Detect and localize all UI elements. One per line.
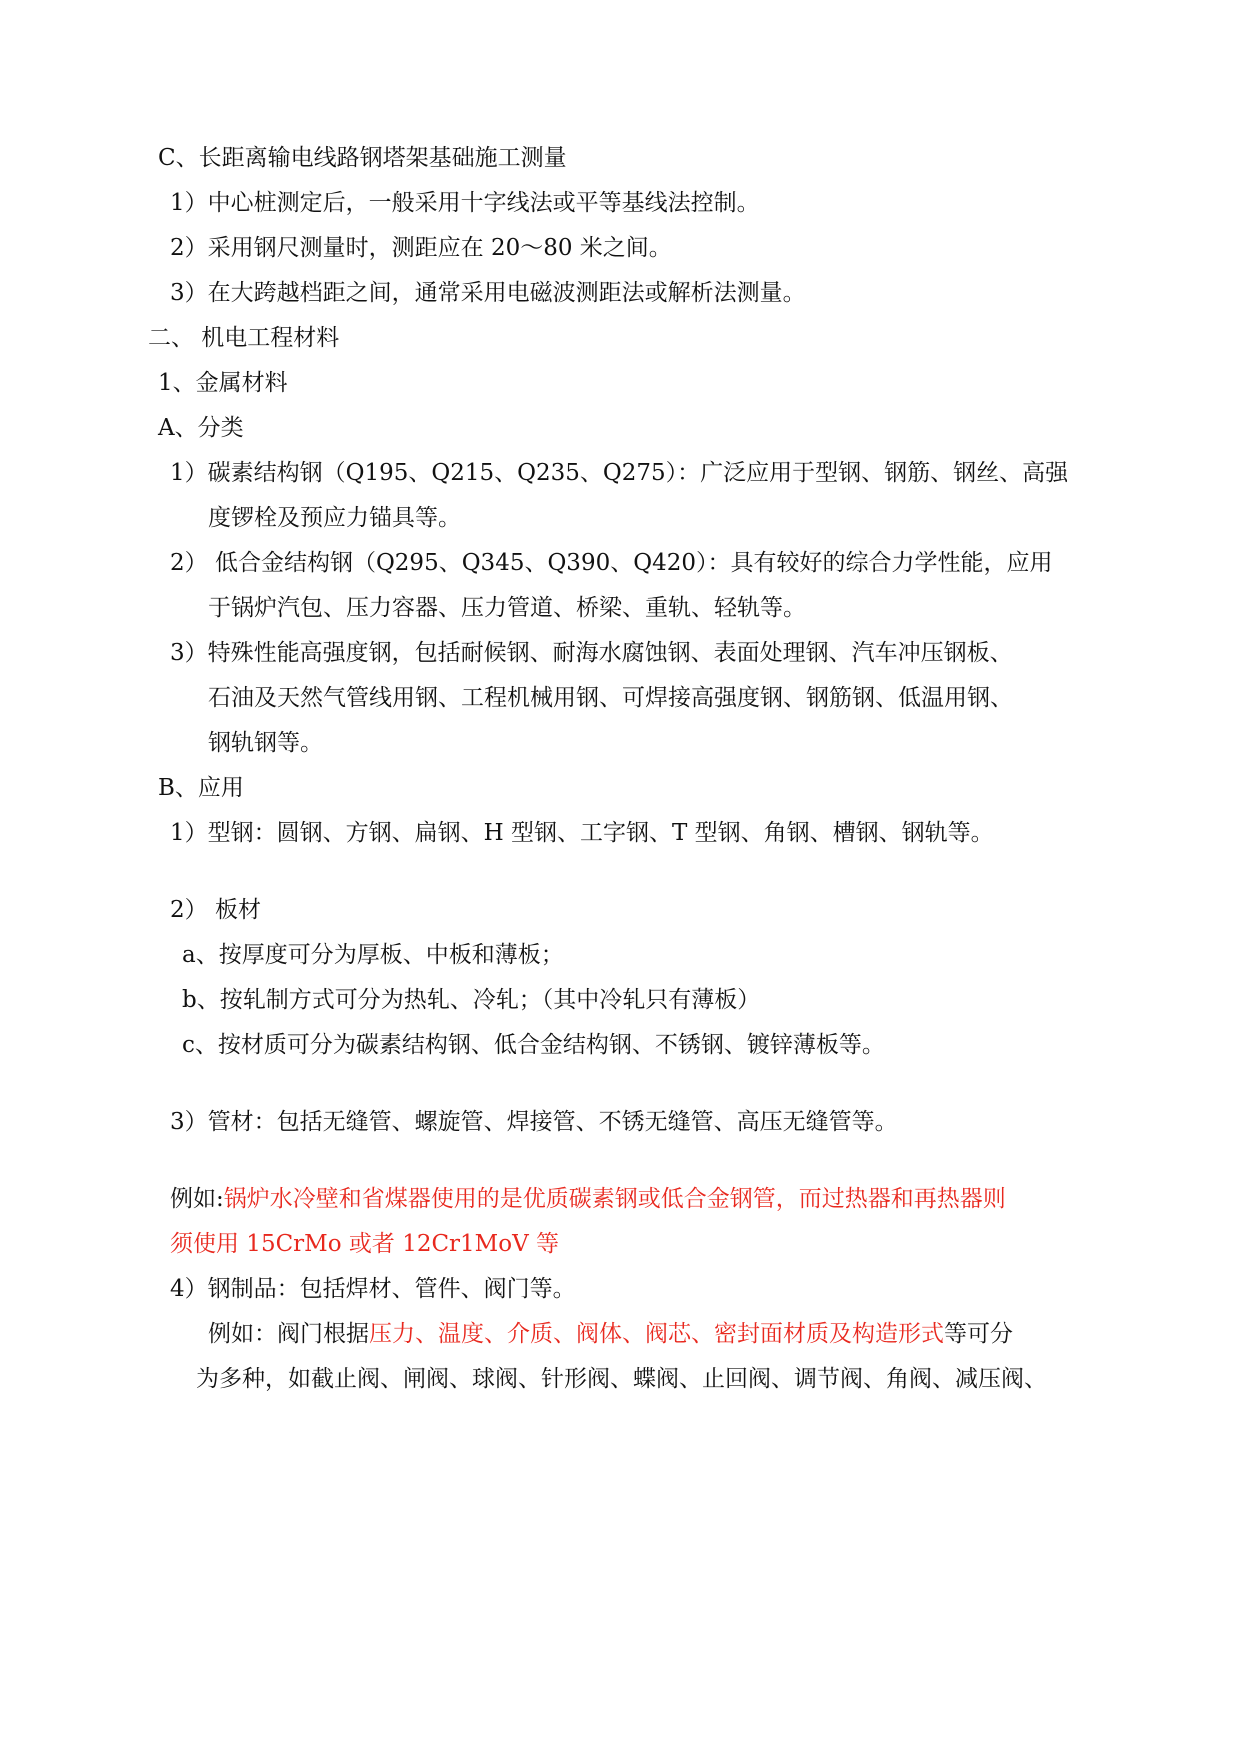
sub-list-item: a、按厚度可分为厚板、中板和薄板；: [182, 942, 564, 968]
subsection-heading: 1、金属材料: [158, 370, 288, 396]
list-item: 4）钢制品：包括焊材、管件、阀门等。: [170, 1276, 576, 1302]
example-1-line2: 须使用 15CrMo 或者 12Cr1MoV 等: [170, 1231, 560, 1257]
sub-list-item: b、按轧制方式可分为热轧、冷轧；（其中冷轧只有薄板）: [182, 987, 761, 1013]
paragraph-a3-line2: 石油及天然气管线用钢、工程机械用钢、可焊接高强度钢、钢筋钢、低温用钢、: [208, 685, 1013, 711]
list-item-heading: 2） 板材: [170, 897, 261, 923]
example-prefix: 例如：阀门根据: [208, 1321, 369, 1347]
list-item: 1）型钢：圆钢、方钢、扁钢、H 型钢、工字钢、T 型钢、角钢、槽钢、钢轨等。: [170, 820, 994, 846]
paragraph-a1-line2: 度锣栓及预应力锚具等。: [208, 505, 461, 531]
paragraph-a2-line1: 2） 低合金结构钢（Q295、Q345、Q390、Q420）：具有较好的综合力学性能，应用: [170, 550, 1053, 576]
paragraph-a2-line2: 于锅炉汽包、压力容器、压力管道、桥梁、重轨、轻轨等。: [208, 595, 806, 621]
section-heading: 二、 机电工程材料: [148, 325, 340, 351]
sub-list-item: c、按材质可分为碳素结构钢、低合金结构钢、不锈钢、镀锌薄板等。: [182, 1032, 885, 1058]
highlight-text: 锅炉水冷壁和省煤器使用的是优质碳素钢或低合金钢管，而过热器和再热器则: [223, 1186, 1006, 1212]
paragraph-a3-line3: 钢轨钢等。: [208, 730, 323, 756]
paragraph-a3-line1: 3）特殊性能高强度钢，包括耐候钢、耐海水腐蚀钢、表面处理钢、汽车冲压钢板、: [170, 640, 1013, 666]
category-heading-b: B、应用: [158, 775, 244, 801]
list-item: 1）中心桩测定后，一般采用十字线法或平等基线法控制。: [170, 190, 760, 216]
example-2-line1: [208, 1319, 1013, 1349]
section-c-heading: C、长距离输电线路钢塔架基础施工测量: [158, 145, 567, 171]
highlight-text: 压力、温度、介质、阀体、阀芯、密封面材质及构造形式: [369, 1321, 944, 1347]
list-item: 3）在大跨越档距之间，通常采用电磁波测距法或解析法测量。: [170, 280, 806, 306]
list-item: 2）采用钢尺测量时，测距应在 20～80 米之间。: [170, 235, 672, 261]
example-suffix: 等可分: [944, 1321, 1013, 1347]
example-1-line1: [170, 1184, 1006, 1214]
category-heading-a: A、分类: [158, 415, 244, 441]
paragraph-a1-line1: 1）碳素结构钢（Q195、Q215、Q235、Q275）：广泛应用于型钢、钢筋、钢丝、高强: [170, 460, 1069, 486]
example-prefix: 例如:: [170, 1186, 224, 1212]
example-2-line2: 为多种，如截止阀、闸阀、球阀、针形阀、蝶阀、止回阀、调节阀、角阀、减压阀、: [196, 1366, 1047, 1392]
list-item: 3）管材：包括无缝管、螺旋管、焊接管、不锈无缝管、高压无缝管等。: [170, 1109, 898, 1135]
